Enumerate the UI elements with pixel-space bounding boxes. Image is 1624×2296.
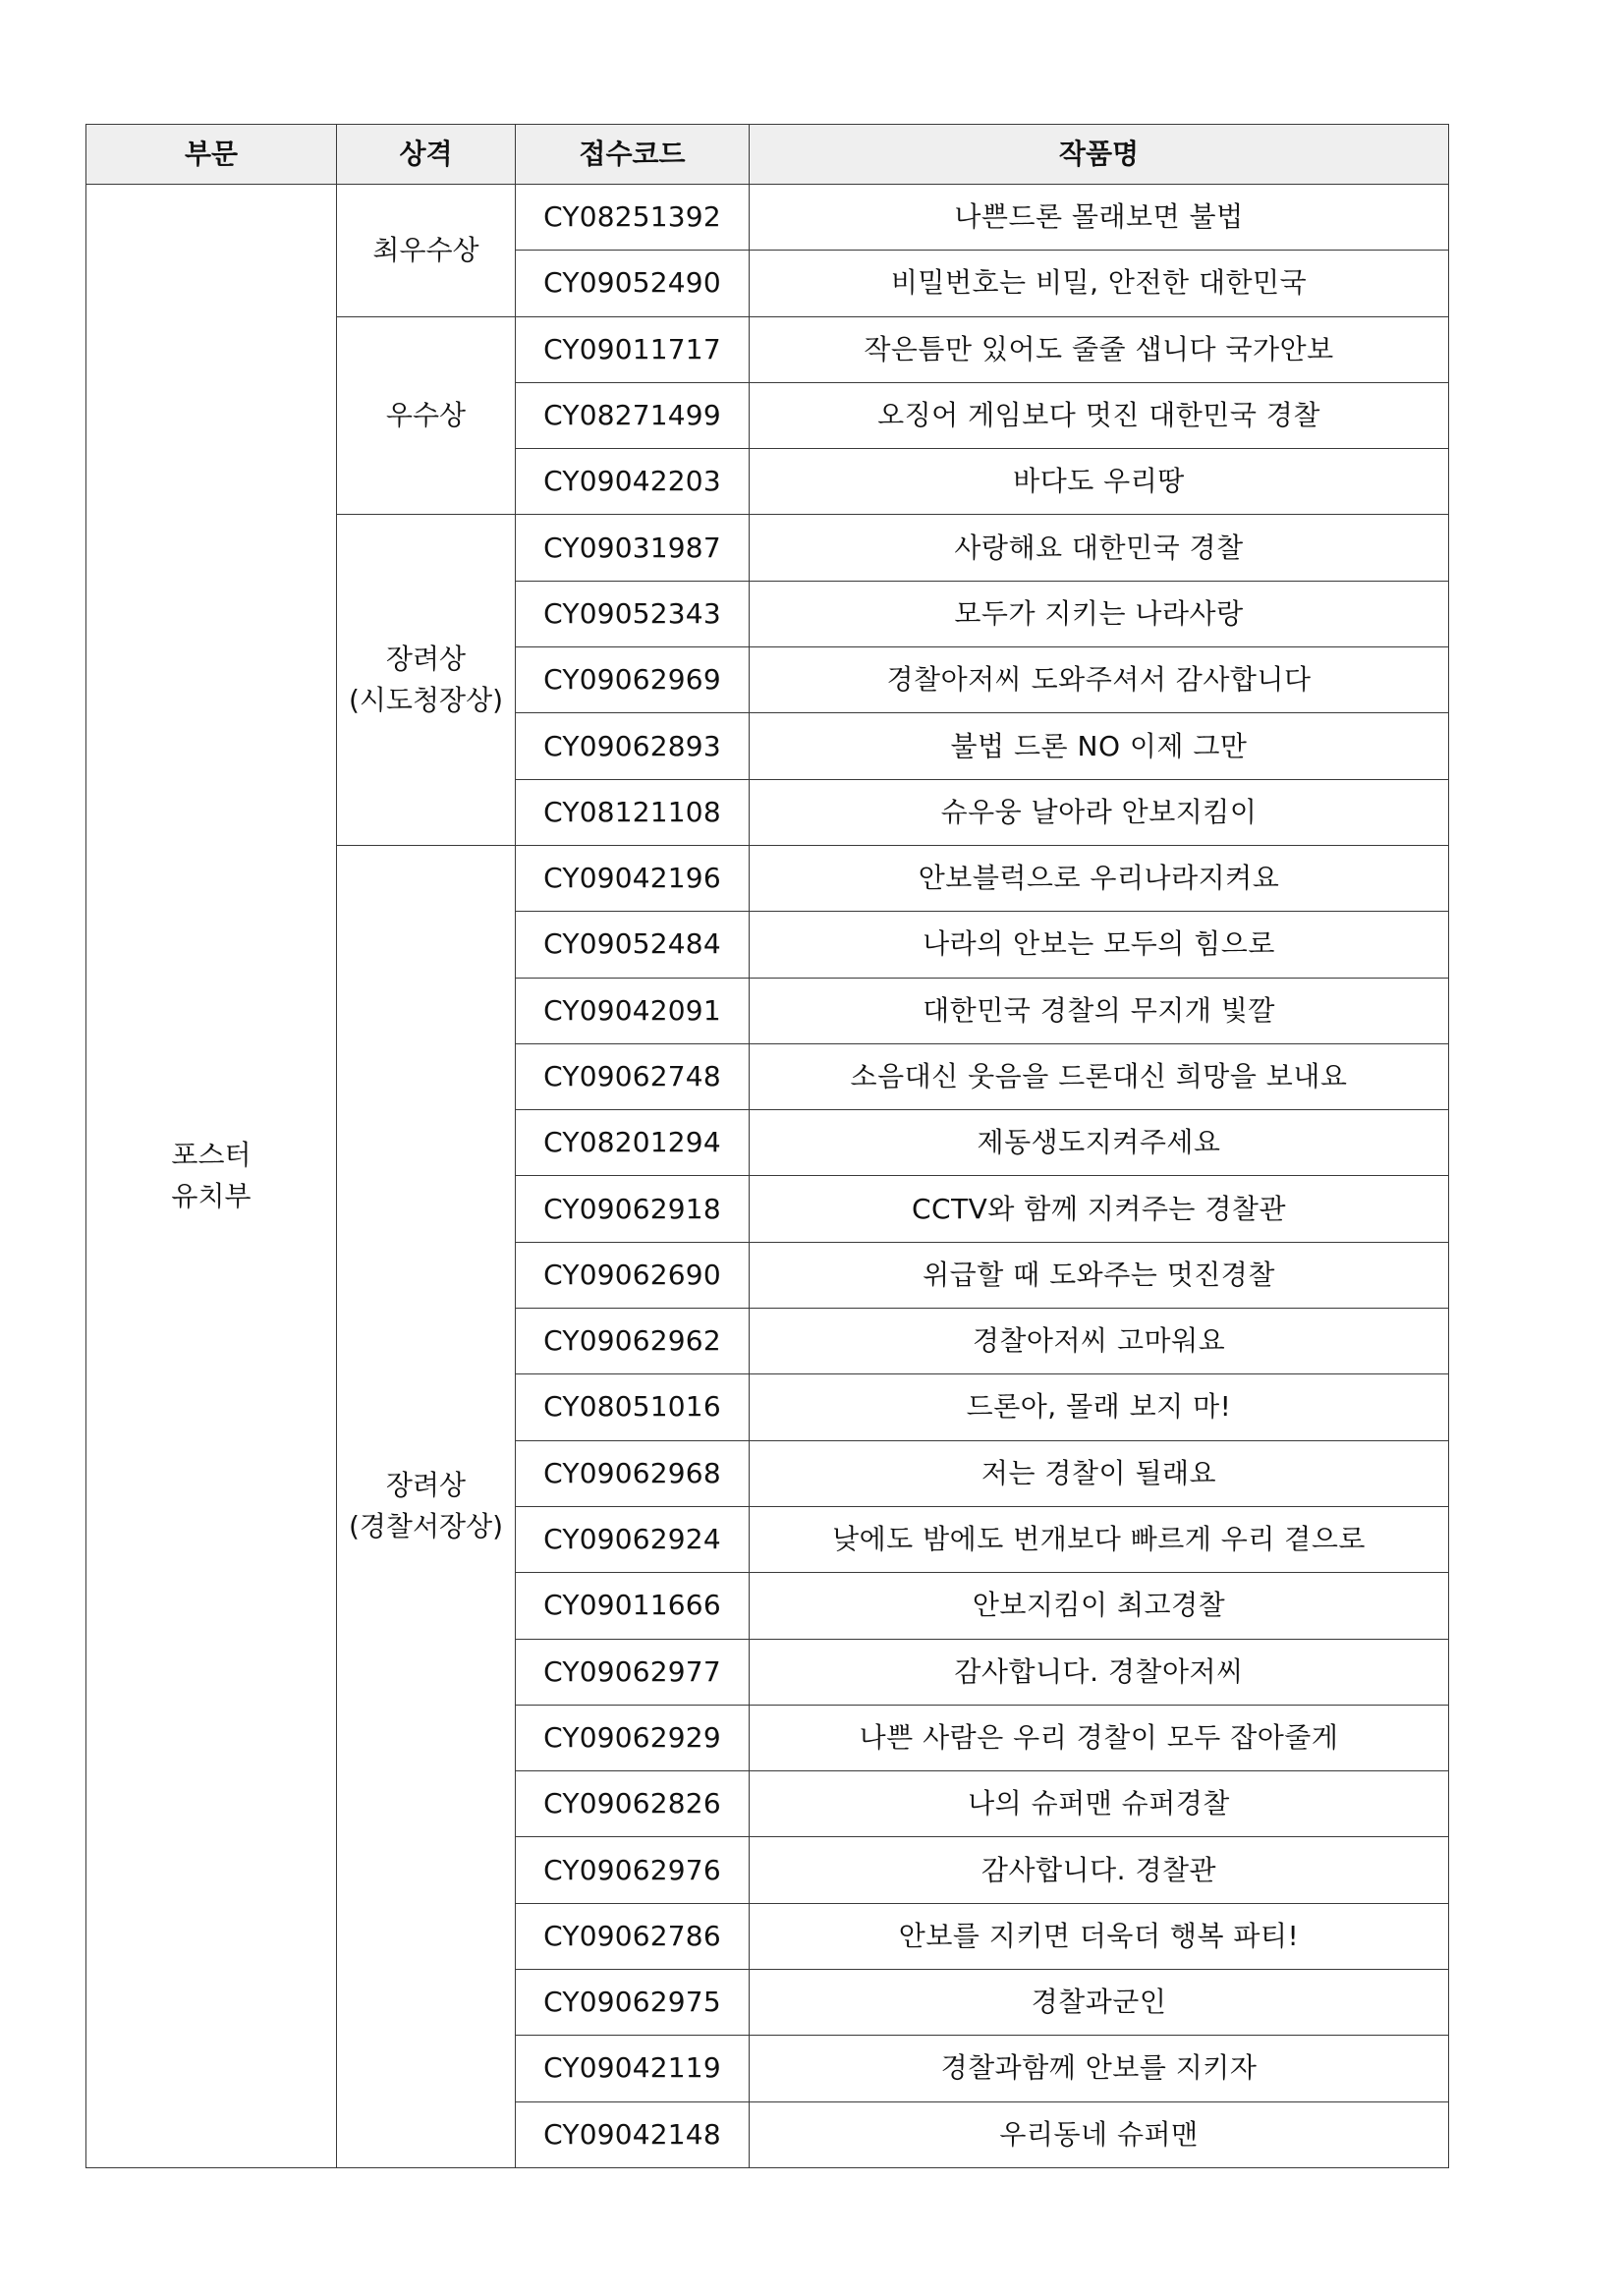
entry-title: 낮에도 밤에도 번개보다 빠르게 우리 곁으로 bbox=[750, 1506, 1449, 1572]
entry-code: CY09062918 bbox=[516, 1176, 750, 1242]
entry-code: CY09062977 bbox=[516, 1639, 750, 1705]
division-cell bbox=[86, 185, 337, 2168]
entry-code: CY09052490 bbox=[516, 251, 750, 316]
header-award: 상격 bbox=[337, 125, 516, 185]
entry-code: CY09062976 bbox=[516, 1837, 750, 1903]
header-row bbox=[86, 125, 1449, 185]
entry-code: CY09062786 bbox=[516, 1903, 750, 1969]
entry-code: CY08271499 bbox=[516, 382, 750, 448]
entry-title: 슈우웅 날아라 안보지킴이 bbox=[750, 779, 1449, 845]
entry-title: 비밀번호는 비밀, 안전한 대한민국 bbox=[750, 251, 1449, 316]
entry-code: CY09011666 bbox=[516, 1573, 750, 1639]
entry-code: CY08051016 bbox=[516, 1374, 750, 1440]
entry-title: 나쁜 사람은 우리 경찰이 모두 잡아줄게 bbox=[750, 1705, 1449, 1770]
entry-code: CY08121108 bbox=[516, 779, 750, 845]
entry-code: CY09062975 bbox=[516, 1970, 750, 2036]
entry-code: CY08251392 bbox=[516, 185, 750, 251]
entry-title: 소음대신 웃음을 드론대신 희망을 보내요 bbox=[750, 1043, 1449, 1109]
award-label-line1: 우수상 bbox=[385, 399, 467, 432]
entry-title: 감사합니다. 경찰관 bbox=[750, 1837, 1449, 1903]
entry-code: CY09052484 bbox=[516, 912, 750, 978]
entry-title: 제동생도지켜주세요 bbox=[750, 1110, 1449, 1176]
entry-code: CY09011717 bbox=[516, 316, 750, 382]
award-cell bbox=[337, 515, 516, 845]
award-cell bbox=[337, 316, 516, 515]
entry-code: CY09042203 bbox=[516, 449, 750, 515]
header-division: 부문 bbox=[86, 125, 337, 185]
entry-code: CY09062826 bbox=[516, 1771, 750, 1837]
awards-table bbox=[85, 124, 1449, 2168]
entry-code: CY08201294 bbox=[516, 1110, 750, 1176]
header-title: 작품명 bbox=[750, 125, 1449, 185]
entry-title: 위급할 때 도와주는 멋진경찰 bbox=[750, 1242, 1449, 1308]
entry-code: CY09062924 bbox=[516, 1506, 750, 1572]
entry-code: CY09062748 bbox=[516, 1043, 750, 1109]
table-header bbox=[86, 125, 1449, 185]
entry-title: CCTV와 함께 지켜주는 경찰관 bbox=[750, 1176, 1449, 1242]
award-label-line2: (경찰서장상) bbox=[348, 1510, 504, 1543]
entry-code: CY09062690 bbox=[516, 1242, 750, 1308]
entry-title: 모두가 지키는 나라사랑 bbox=[750, 581, 1449, 646]
entry-title: 안보블럭으로 우리나라지켜요 bbox=[750, 845, 1449, 911]
entry-code: CY09042119 bbox=[516, 2036, 750, 2101]
entry-title: 바다도 우리땅 bbox=[750, 449, 1449, 515]
entry-title: 경찰아저씨 도와주셔서 감사합니다 bbox=[750, 647, 1449, 713]
entry-code: CY09062929 bbox=[516, 1705, 750, 1770]
division-label-line1: 포스터 bbox=[171, 1138, 252, 1171]
entry-title: 저는 경찰이 될래요 bbox=[750, 1440, 1449, 1506]
entry-title: 안보를 지키면 더욱더 행복 파티! bbox=[750, 1903, 1449, 1969]
header-code: 접수코드 bbox=[516, 125, 750, 185]
entry-code: CY09062962 bbox=[516, 1309, 750, 1374]
award-label-line2: (시도청장상) bbox=[348, 684, 504, 717]
award-cell bbox=[337, 845, 516, 2167]
entry-title: 나라의 안보는 모두의 힘으로 bbox=[750, 912, 1449, 978]
award-label-line1: 최우수상 bbox=[372, 233, 479, 266]
entry-title: 작은틈만 있어도 줄줄 샙니다 국가안보 bbox=[750, 316, 1449, 382]
entry-code: CY09062968 bbox=[516, 1440, 750, 1506]
entry-title: 나의 슈퍼맨 슈퍼경찰 bbox=[750, 1771, 1449, 1837]
entry-title: 감사합니다. 경찰아저씨 bbox=[750, 1639, 1449, 1705]
award-cell bbox=[337, 185, 516, 317]
entry-title: 드론아, 몰래 보지 마! bbox=[750, 1374, 1449, 1440]
table-body bbox=[86, 185, 1449, 2168]
entry-code: CY09052343 bbox=[516, 581, 750, 646]
award-label-line1: 장려상 bbox=[385, 643, 467, 676]
entry-title: 대한민국 경찰의 무지개 빛깔 bbox=[750, 978, 1449, 1043]
entry-code: CY09042148 bbox=[516, 2101, 750, 2167]
entry-title: 우리동네 슈퍼맨 bbox=[750, 2101, 1449, 2167]
entry-title: 안보지킴이 최고경찰 bbox=[750, 1573, 1449, 1639]
award-label-line1: 장려상 bbox=[385, 1469, 467, 1502]
entry-title: 경찰과군인 bbox=[750, 1970, 1449, 2036]
entry-title: 오징어 게임보다 멋진 대한민국 경찰 bbox=[750, 382, 1449, 448]
division-label-line2: 유치부 bbox=[171, 1179, 252, 1212]
entry-title: 경찰아저씨 고마워요 bbox=[750, 1309, 1449, 1374]
entry-title: 불법 드론 NO 이제 그만 bbox=[750, 713, 1449, 779]
entry-code: CY09062893 bbox=[516, 713, 750, 779]
entry-title: 경찰과함께 안보를 지키자 bbox=[750, 2036, 1449, 2101]
entry-code: CY09042091 bbox=[516, 978, 750, 1043]
table-row bbox=[86, 185, 1449, 251]
entry-title: 나쁜드론 몰래보면 불법 bbox=[750, 185, 1449, 251]
entry-code: CY09062969 bbox=[516, 647, 750, 713]
entry-code: CY09031987 bbox=[516, 515, 750, 581]
entry-title: 사랑해요 대한민국 경찰 bbox=[750, 515, 1449, 581]
entry-code: CY09042196 bbox=[516, 845, 750, 911]
